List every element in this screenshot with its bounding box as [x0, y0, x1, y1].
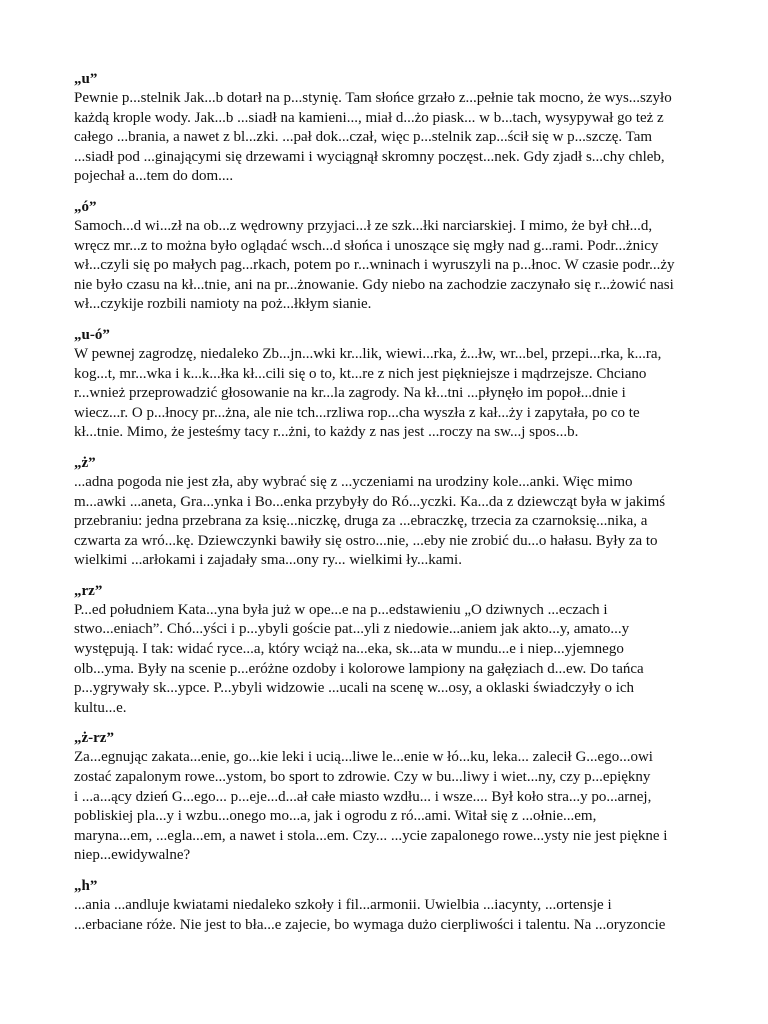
- section-heading: „h”: [74, 878, 98, 894]
- section-h: [74, 877, 698, 935]
- section-heading: „ż-rz”: [74, 730, 114, 747]
- section-rz: [74, 582, 698, 719]
- section-text: Pewnie p...stelnik Jak...b dotarł na p...stynię. Tam słońce grzało z...pełnie tak mocno, że wys...szyło każdą krople wody. Jak...b ...siadł na kamieni..., miał d...żo piask... w b...tach, wysypywał go też z całego ...brania, a nawet z bl...zki. ...pał dok...czał, więc p...stelnik zap...ścił się w p...szczę. Tam ...siadł pod ...ginającymi się drzewami i wyciągnął skromny poczęst...nek. Gdy zjadł s...chy chleb, pojechał a...tem do dom....: [74, 90, 672, 185]
- section-o-kreskowane: [74, 198, 698, 315]
- section-text: ...adna pogoda nie jest zła, aby wybrać się z ...yczeniami na urodziny kole...anki. Więc mimo m...awki ...aneta, Gra...ynka i Bo...enka przybyły do Ró...yczki. Ka...da z dziewcząt była w jakimś przebraniu: jedna przebrana za księ...niczkę, druga za ...ebraczkę, trzecia za czarnoksię...nika, a czwarta za wró...kę. Dziewczynki bawiły się ostro...nie, ...eby nie zrobić du...o hałasu. Były za to wielkimi ...arłokami i zajadały sma...ony ry... wielkimi ły...kami.: [74, 473, 666, 569]
- section-text: Samoch...d wi...zł na ob...z wędrowny przyjaci...ł ze szk...łki narciarskiej. I mimo, że był chł...d, wręcz mr...z to można było oglądać wsch...d słońca i unoszące się mgły nad g...rami. Podr...żnicy wł...czyli się po małych pag...rkach, potem po r...wninach i wyruszyli na p...łnoc. W czasie podr...ży nie było czasu na kł...tnie, ani na pr...żnowanie. Gdy niebo na zachodzie zaczynało się r...żowić nasi wł...czykije rozbili namioty na poż...łkłym sianie.: [74, 217, 675, 313]
- section-heading: „u-ó”: [74, 326, 110, 343]
- section-text: W pewnej zagrodzę, niedaleko Zb...jn...wki kr...lik, wiewi...rka, ż...łw, wr...bel, przepi...rka, k...ra, kog...t, mr...wka i k...k...łka kł...cili się o to, kt...re z nich jest piękniejsze i mądrzejsze. Chciano r...wnież przeprowadzić głosowanie na kr...la zagrody. Na kł...tni ...płynęło im popoł...dnie i wiecz...r. O p...łnocy pr...żna, ale nie tch...rzliwa rop...cha wyszła z kał...ży i zapytała, po co te kł...tnie. Mimo, że jesteśmy tacy r...żni, to każdy z nas jest ...roczy na sw...j spos...b.: [74, 345, 662, 441]
- section-u: [74, 70, 698, 187]
- exercise-content: [74, 70, 698, 946]
- section-text: P...ed południem Kata...yna była już w ope...e na p...edstawieniu „O dziwnych ...eczach i stwo...eniach”. Chó...yści i p...ybyli goście pat...yli z niedowie...aniem jak akto...y, amato...y występują. I tak: widać ryce...a, który wciąż na...eka, sk...ata w mundu...e i niep...yjemnego olb...yma. Były na scenie p...eróżne ozdoby i kolorowe lampiony na gałęziach d...ew. Do tańca p...ygrywały sk...ypce. P...ybyli widzowie ...ucali na scenę w...osy, a oklaski świadczyły o ich kultu...e.: [74, 601, 644, 716]
- section-z-rz: [74, 729, 698, 866]
- section-text: ...ania ...andluje kwiatami niedaleko szkoły i fil...armonii. Uwielbia ...iacynty, ...ortensje i ...erbaciane róże. Nie jest to bła...e zajecie, bo wymaga dużo cierpliwości i talentu. Na ...oryzoncie: [74, 897, 666, 933]
- section-z-kropka: [74, 454, 698, 571]
- section-heading: „u”: [74, 71, 98, 87]
- section-heading: „ó”: [74, 198, 97, 215]
- section-heading: „ż”: [74, 454, 96, 471]
- section-heading: „rz”: [74, 582, 103, 599]
- section-text: Za...egnując zakata...enie, go...kie leki i ucią...liwe le...enie w łó...ku, leka... zalecił G...ego...owi zostać zapalonym rowe...ystom, bo sport to zdrowie. Czy w bu...liwy i wiet...ny, czy p...epiękny i ...a...ący dzień G...ego... p...eje...d...ał całe miasto wzdłu... i wsze.... Był koło stra...y po...arnej, pobliskiej pla...y i wzbu...onego mo...a, jak i ogrodu z ró...ami. Witał się z ...ołnie...em, maryna...em, ...egla...em, a nawet i stola...em. Czy... ...ycie zapalonego rowe...ysty nie jest piękne i niep...ewidywalne?: [74, 749, 668, 864]
- section-u-o: [74, 326, 698, 443]
